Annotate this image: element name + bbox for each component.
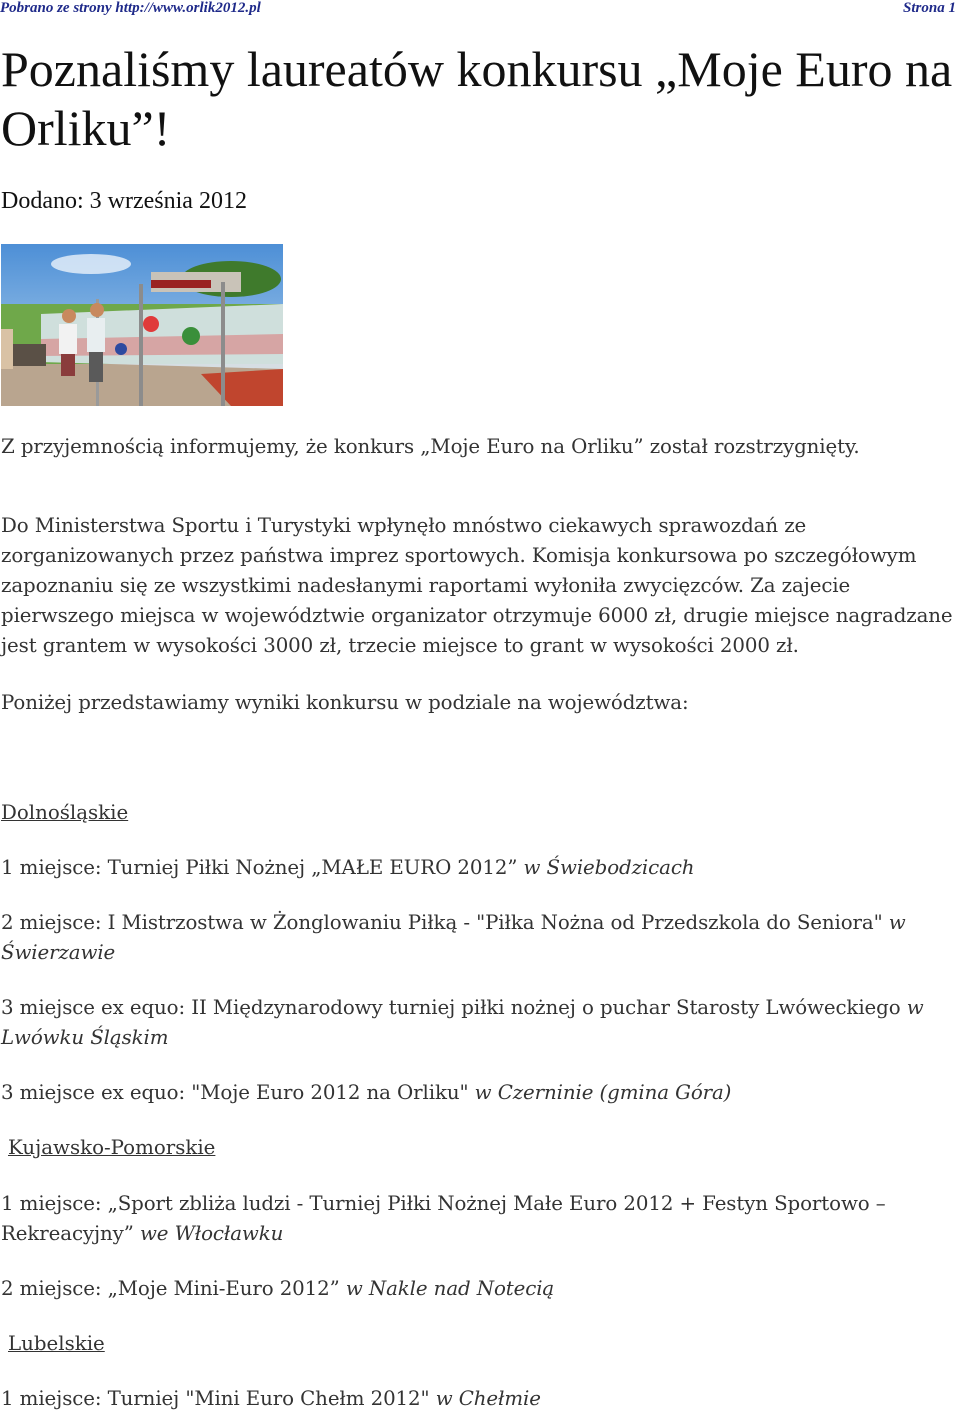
result-entry: 2 miejsce: „Moje Mini-Euro 2012” w Nakle nad Notecią (1, 1277, 555, 1300)
result-entry: 1 miejsce: „Sport zbliża ludzi - Turniej Piłki Nożnej Małe Euro 2012 + Festyn Sportowo – Rekreacyjny” we Włocławku (1, 1192, 886, 1245)
result-location: w Nakle nad Notecią (345, 1277, 555, 1300)
article-title: Poznaliśmy laureatów konkursu „Moje Euro na Orliku”! (1, 41, 953, 156)
result-entry: 2 miejsce: I Mistrzostwa w Żonglowaniu Piłką - "Piłka Nożna od Przedszkola do Seniora" w Świerzawie (1, 911, 906, 964)
result-location: w Chełmie (435, 1387, 541, 1410)
result-entry: 3 miejsce ex equo: II Międzynarodowy turniej piłki nożnej o puchar Starosty Lwóweckiego w Lwówku Śląskim (1, 996, 924, 1049)
body-paragraph: Do Ministerstwa Sportu i Turystyki wpłynęło mnóstwo ciekawych sprawozdań ze zorganizowanych przez państwa imprez sportowych. Komisja konkursowa po szczegółowym zapoznaniu się ze wszystkimi nadesłanymi raportami wyłoniła zwycięzców. Za zajecie pierwszego miejsca w województwie organizator otrzymuje 6000 zł, drugie miejsce nagradzane jest grantem w wysokości 3000 zł, trzecie miejsce to grant w wysokości 2000 zł. (1, 514, 953, 657)
result-location: w Lwówku Śląskim (1, 996, 924, 1049)
intro-paragraph: Z przyjemnością informujemy, że konkurs „Moje Euro na Orliku” został rozstrzygnięty. (1, 435, 860, 458)
region-heading-lubelskie[interactable]: Lubelskie (8, 1332, 105, 1355)
source-link[interactable]: Pobrano ze strony http://www.orlik2012.pl (0, 0, 261, 16)
result-location: w Świebodzicach (523, 856, 695, 879)
result-location: w Świerzawie (1, 911, 906, 964)
publish-date: Dodano: 3 września 2012 (1, 188, 247, 214)
result-entry: 3 miejsce ex equo: "Moje Euro 2012 na Orliku" w Czerninie (gmina Góra) (1, 1081, 732, 1104)
result-location: we Włocławku (139, 1222, 284, 1245)
result-location: w Czerninie (gmina Góra) (474, 1081, 732, 1104)
result-entry: 1 miejsce: Turniej "Mini Euro Chełm 2012" w Chełmie (1, 1387, 541, 1410)
region-heading-kujawsko-pomorskie[interactable]: Kujawsko-Pomorskie (8, 1136, 216, 1159)
page-number: Strona 1 (903, 0, 956, 16)
result-entry: 1 miejsce: Turniej Piłki Nożnej „MAŁE EURO 2012” w Świebodzicach (1, 856, 695, 879)
results-intro: Poniżej przedstawiamy wyniki konkursu w podziale na województwa: (1, 691, 689, 714)
page-header (0, 0, 960, 20)
article-photo (1, 244, 283, 406)
region-heading-dolnoslaskie[interactable]: Dolnośląskie (1, 801, 129, 824)
